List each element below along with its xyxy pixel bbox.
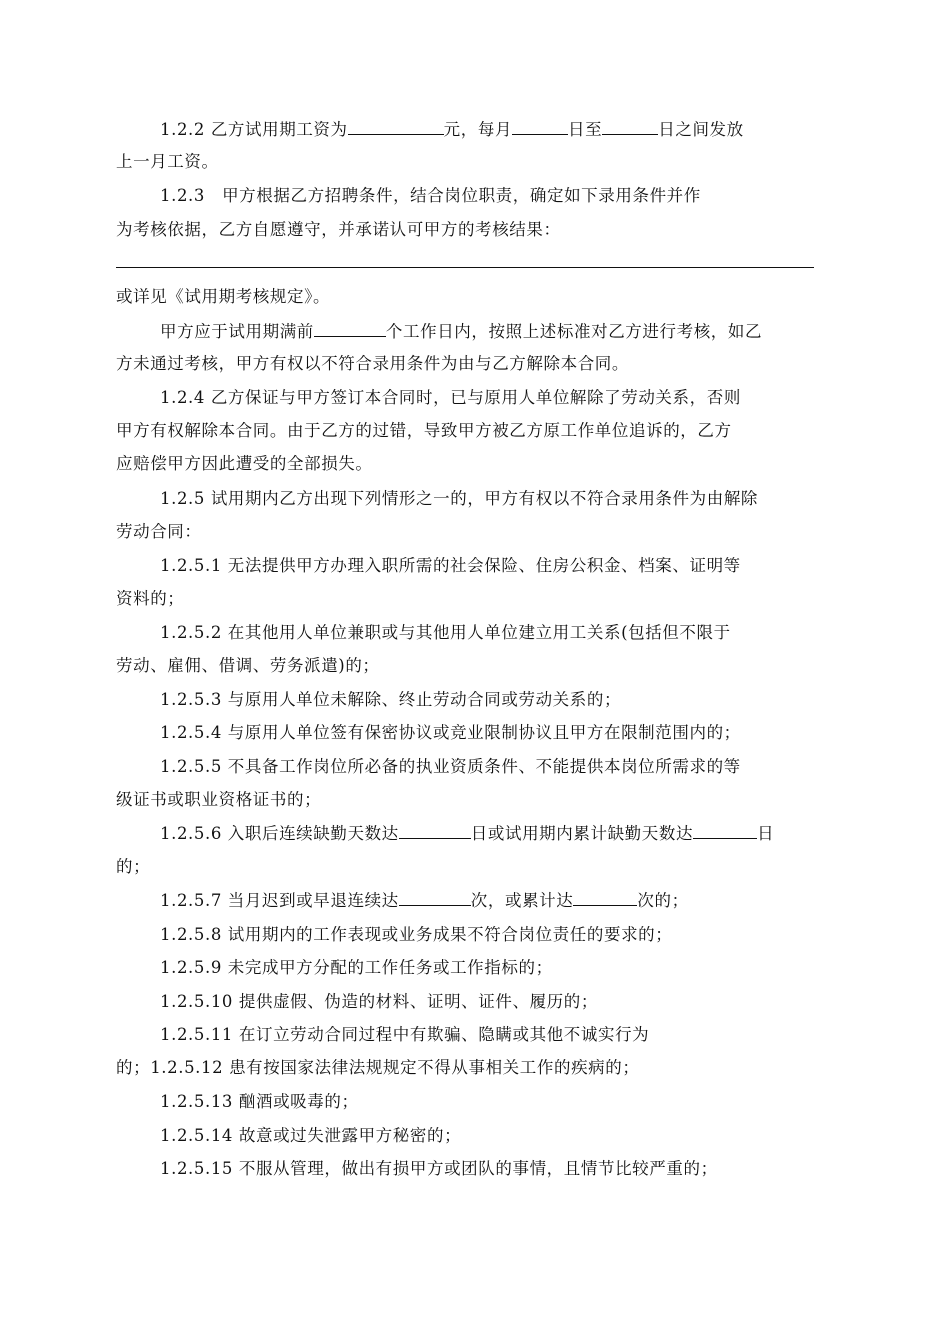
consecutive-late-blank[interactable] bbox=[399, 890, 471, 906]
clause-1-2-3: 1.2.3 甲方根据乙方招聘条件，结合岗位职责，确定如下录用条件并作 bbox=[160, 186, 701, 205]
clause-1-2-5-7: 1.2.5.7 当月迟到或早退连续达 次，或累计达 次的； bbox=[160, 891, 689, 910]
assessment-deadline: 甲方应于试用期满前 个工作日内，按照上述标准对乙方进行考核，如乙 bbox=[160, 322, 763, 341]
clause-1-2-3-cont: 为考核依据，乙方自愿遵守，并承诺认可甲方的考核结果： bbox=[116, 220, 561, 239]
total-absence-blank[interactable] bbox=[693, 823, 757, 839]
clause-1-2-2-cont: 上一月工资。 bbox=[116, 152, 219, 171]
pay-day-end-blank[interactable] bbox=[602, 119, 658, 135]
clause-1-2-5-2: 1.2.5.2 在其他用人单位兼职或与其他用人单位建立用工关系(包括但不限于 bbox=[160, 623, 731, 642]
clause-1-2-5-2-cont: 劳动、雇佣、借调、劳务派遣)的； bbox=[116, 656, 380, 675]
clause-1-2-5-10: 1.2.5.10 提供虚假、伪造的材料、证明、证件、履历的； bbox=[160, 992, 598, 1011]
clause-1-2-5-6-cont: 的； bbox=[116, 857, 151, 876]
clause-1-2-5-4: 1.2.5.4 与原用人单位签有保密协议或竞业限制协议且甲方在限制范围内的； bbox=[160, 723, 741, 742]
clause-1-2-4: 1.2.4 乙方保证与甲方签订本合同时，已与原用人单位解除了劳动关系，否则 bbox=[160, 388, 741, 407]
clause-1-2-2: 1.2.2 乙方试用期工资为 元，每月 日至 日之间发放 bbox=[160, 120, 744, 139]
clause-1-2-5-8: 1.2.5.8 试用期内的工作表现或业务成果不符合岗位责任的要求的； bbox=[160, 925, 673, 944]
clause-1-2-5-1: 1.2.5.1 无法提供甲方办理入职所需的社会保险、住房公积金、档案、证明等 bbox=[160, 556, 741, 575]
clause-1-2-4-cont-1: 甲方有权解除本合同。由于乙方的过错，导致甲方被乙方原工作单位追诉的，乙方 bbox=[116, 421, 732, 440]
total-late-blank[interactable] bbox=[573, 890, 637, 906]
clause-1-2-5-3: 1.2.5.3 与原用人单位未解除、终止劳动合同或劳动关系的； bbox=[160, 690, 622, 709]
clause-1-2-5-12: 的；1.2.5.12 患有按国家法律法规规定不得从事相关工作的疾病的； bbox=[116, 1058, 640, 1077]
clause-1-2-4-cont-2: 应赔偿甲方因此遭受的全部损失。 bbox=[116, 454, 373, 473]
pay-day-start-blank[interactable] bbox=[512, 119, 568, 135]
clause-1-2-5-9: 1.2.5.9 未完成甲方分配的工作任务或工作指标的； bbox=[160, 958, 553, 977]
assessment-criteria-blank-line[interactable] bbox=[116, 267, 814, 268]
assessment-reference: 或详见《试用期考核规定》。 bbox=[116, 287, 331, 306]
assessment-deadline-cont: 方未通过考核，甲方有权以不符合录用条件为由与乙方解除本合同。 bbox=[116, 354, 629, 373]
clause-1-2-5-5: 1.2.5.5 不具备工作岗位所必备的执业资质条件、不能提供本岗位所需求的等 bbox=[160, 757, 741, 776]
consecutive-absence-blank[interactable] bbox=[399, 823, 471, 839]
clause-1-2-5-5-cont: 级证书或职业资格证书的； bbox=[116, 790, 322, 809]
clause-1-2-5: 1.2.5 试用期内乙方出现下列情形之一的，甲方有权以不符合录用条件为由解除 bbox=[160, 489, 759, 508]
clause-1-2-5-6: 1.2.5.6 入职后连续缺勤天数达 日或试用期内累计缺勤天数达 日 bbox=[160, 824, 775, 843]
clause-1-2-5-13: 1.2.5.13 酗酒或吸毒的； bbox=[160, 1092, 359, 1111]
workdays-blank[interactable] bbox=[314, 321, 386, 337]
clause-1-2-5-1-cont: 资料的； bbox=[116, 589, 185, 608]
clause-1-2-5-15: 1.2.5.15 不服从管理，做出有损甲方或团队的事情，且情节比较严重的； bbox=[160, 1159, 718, 1178]
salary-blank[interactable] bbox=[348, 119, 444, 135]
clause-1-2-5-cont: 劳动合同： bbox=[116, 522, 202, 541]
clause-1-2-5-14: 1.2.5.14 故意或过失泄露甲方秘密的； bbox=[160, 1126, 462, 1145]
clause-1-2-5-11: 1.2.5.11 在订立劳动合同过程中有欺骗、隐瞒或其他不诚实行为 bbox=[160, 1025, 650, 1044]
